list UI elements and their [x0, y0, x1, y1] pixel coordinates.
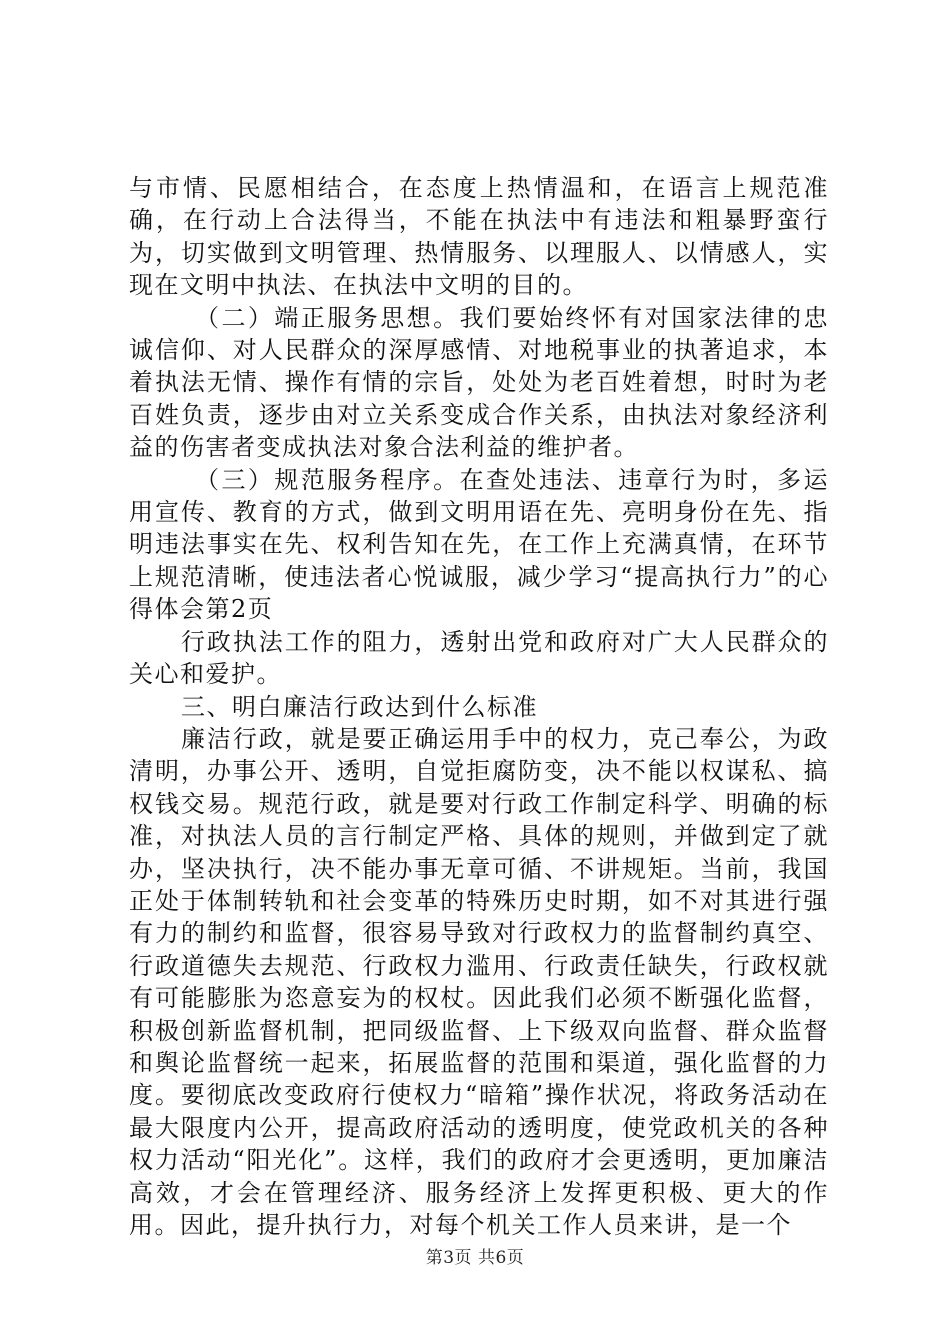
section-heading-clean-administration: 三、明白廉洁行政达到什么标准	[181, 692, 538, 721]
paragraph-service-thinking: （二）端正服务思想。我们要始终怀有对国家法律的忠诚信仰、对人民群众的深厚感情、对地税事业的执著追求，本着执法无情、操作有情的宗旨，处处为老百姓着想，时时为老百姓负责，逐步由对立关系变成合作关系，由执法对象经济利益的伤害者变成执法对象合法利益的维护者。	[129, 303, 829, 462]
paragraph-service-procedure: （三）规范服务程序。在查处违法、违章行为时，多运用宣传、教育的方式，做到文明用语在先、亮明身份在先、指明违法事实在先、权利告知在先，在工作上充满真情，在环节上规范清晰，使违法者心悦诚服，减少学习“提高执行力”的心得体会第2页	[129, 465, 829, 624]
document-body	[129, 172, 829, 1241]
paragraph-enforcement-resistance: 行政执法工作的阻力，透射出党和政府对广大人民群众的关心和爱护。	[129, 627, 829, 689]
paragraph-continuation: 与市情、民愿相结合，在态度上热情温和，在语言上规范准确，在行动上合法得当，不能在执法中有违法和粗暴野蛮行为，切实做到文明管理、热情服务、以理服人、以情感人，实现在文明中执法、在执法中文明的目的。	[129, 174, 829, 300]
paragraph-clean-administration: 廉洁行政，就是要正确运用手中的权力，克己奉公，为政清明，办事公开、透明，自觉拒腐防变，决不能以权谋私、搞权钱交易。规范行政，就是要对行政工作制定科学、明确的标准，对执法人员的言行制定严格、具体的规则，并做到定了就办，坚决执行，决不能办事无章可循、不讲规矩。当前，我国正处于体制转轨和社会变革的特殊历史时期，如不对其进行强有力的制约和监督，很容易导致对行政权力的监督制约真空、行政道德失去规范、行政权力滥用、行政责任缺失，行政权就有可能膨胀为恣意妄为的权杖。因此我们必须不断强化监督，积极创新监督机制，把同级监督、上下级双向监督、群众监督和舆论监督统一起来，拓展监督的范围和渠道，强化监督的力度。要彻底改变政府行使权力“暗箱”操作状况，将政务活动在最大限度内公开，提高政府活动的透明度，使党政机关的各种权力活动“阳光化”。这样，我们的政府才会更透明，更加廉洁高效，才会在管理经济、服务经济上发挥更积极、更大的作用。因此，提升执行力，对每个机关工作人员来讲，是一个	[129, 724, 829, 1239]
page-number-footer: 第3页 共6页	[425, 1248, 525, 1268]
